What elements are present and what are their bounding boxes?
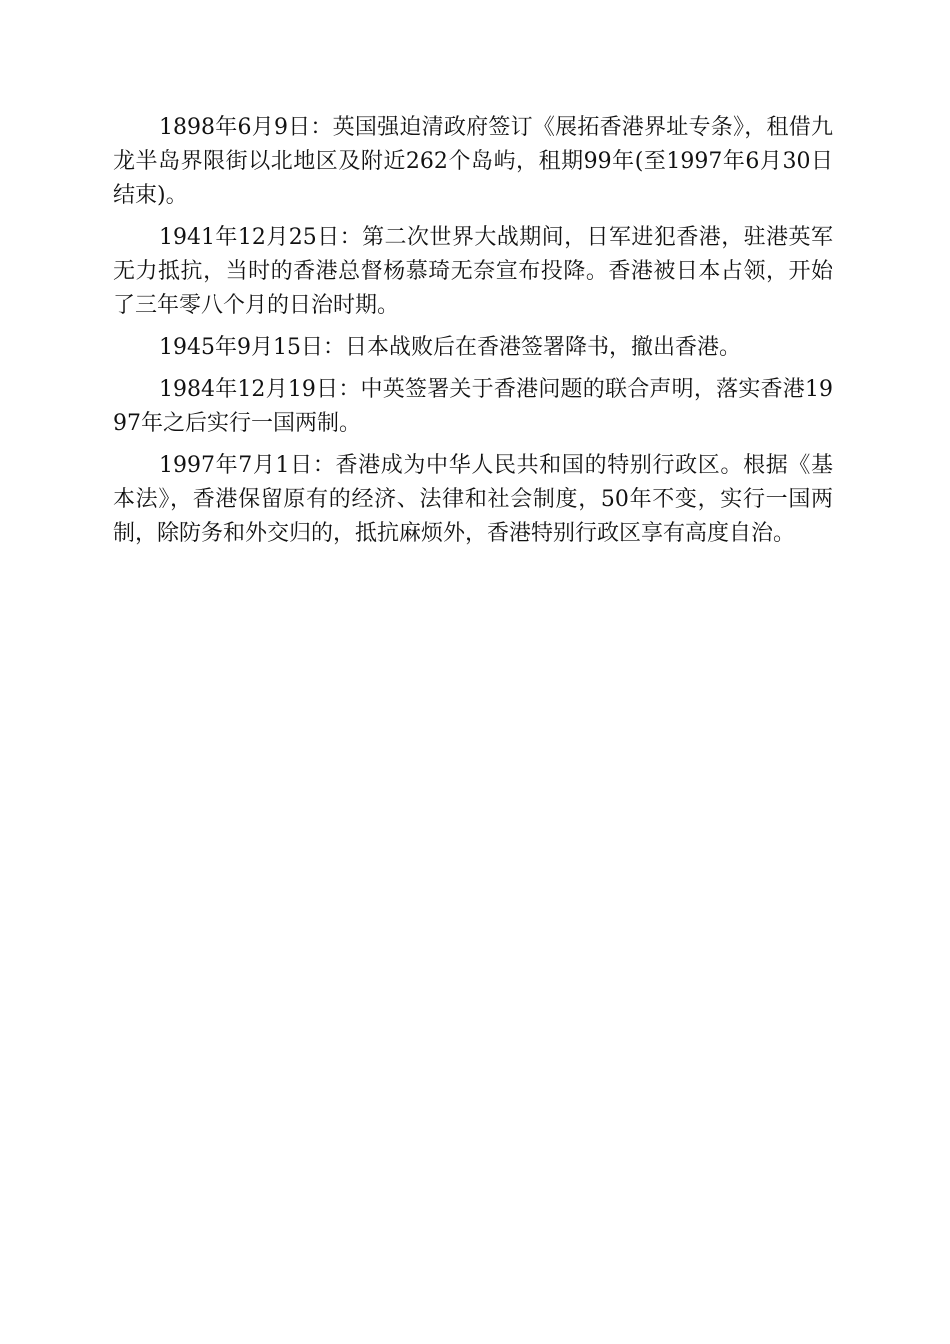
document-body xyxy=(113,111,833,559)
paragraph-1941: 1941年12月25日：第二次世界大战期间，日军进犯香港，驻港英军无力抵抗，当时的香港总督杨慕琦无奈宣布投降。香港被日本占领，开始了三年零八个月的日治时期。 xyxy=(113,225,833,318)
paragraph-1945: 1945年9月15日：日本战败后在香港签署降书，撤出香港。 xyxy=(159,335,741,360)
paragraph-1984: 1984年12月19日：中英签署关于香港问题的联合声明，落实香港1997年之后实行一国两制。 xyxy=(113,377,833,436)
paragraph-1997: 1997年7月1日：香港成为中华人民共和国的特别行政区。根据《基本法》，香港保留原有的经济、法律和社会制度，50年不变，实行一国两制，除防务和外交归的，抵抗麻烦外，香港特别行政区享有高度自治。 xyxy=(113,453,833,546)
paragraph-1898: 1898年6月9日：英国强迫清政府签订《展拓香港界址专条》，租借九龙半岛界限街以北地区及附近262个岛屿，租期99年(至1997年6月30日结束)。 xyxy=(113,115,833,208)
